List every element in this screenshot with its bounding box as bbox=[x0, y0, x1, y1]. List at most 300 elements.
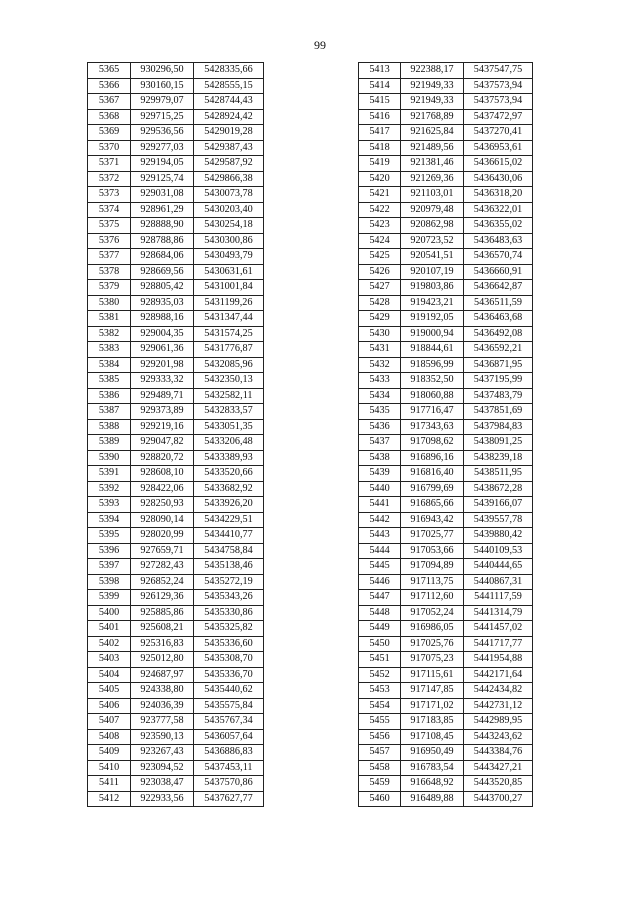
table-row bbox=[88, 295, 264, 311]
x-coordinate-cell: 917108,45 bbox=[401, 729, 464, 745]
x-coordinate-cell: 917183,85 bbox=[401, 714, 464, 730]
x-coordinate-cell: 916943,42 bbox=[401, 512, 464, 528]
point-number-cell: 5418 bbox=[359, 140, 401, 156]
y-coordinate-cell: 5436570,74 bbox=[464, 249, 533, 265]
x-coordinate-cell: 918352,50 bbox=[401, 373, 464, 389]
x-coordinate-cell: 930296,50 bbox=[131, 63, 194, 79]
point-number-cell: 5411 bbox=[88, 776, 131, 792]
x-coordinate-cell: 916816,40 bbox=[401, 466, 464, 482]
point-number-cell: 5365 bbox=[88, 63, 131, 79]
point-number-cell: 5392 bbox=[88, 481, 131, 497]
y-coordinate-cell: 5435330,86 bbox=[194, 605, 264, 621]
y-coordinate-cell: 5428924,42 bbox=[194, 109, 264, 125]
x-coordinate-cell: 917052,24 bbox=[401, 605, 464, 621]
y-coordinate-cell: 5436318,20 bbox=[464, 187, 533, 203]
x-coordinate-cell: 929125,74 bbox=[131, 171, 194, 187]
x-coordinate-cell: 917025,76 bbox=[401, 636, 464, 652]
point-number-cell: 5450 bbox=[359, 636, 401, 652]
point-number-cell: 5378 bbox=[88, 264, 131, 280]
x-coordinate-cell: 924338,80 bbox=[131, 683, 194, 699]
table-row bbox=[359, 528, 533, 544]
point-number-cell: 5367 bbox=[88, 94, 131, 110]
x-coordinate-cell: 917075,23 bbox=[401, 652, 464, 668]
y-coordinate-cell: 5441117,59 bbox=[464, 590, 533, 606]
point-number-cell: 5436 bbox=[359, 419, 401, 435]
table-row bbox=[88, 698, 264, 714]
x-coordinate-cell: 928020,99 bbox=[131, 528, 194, 544]
point-number-cell: 5457 bbox=[359, 745, 401, 761]
table-row bbox=[359, 280, 533, 296]
point-number-cell: 5407 bbox=[88, 714, 131, 730]
x-coordinate-cell: 927659,71 bbox=[131, 543, 194, 559]
point-number-cell: 5414 bbox=[359, 78, 401, 94]
y-coordinate-cell: 5440867,31 bbox=[464, 574, 533, 590]
y-coordinate-cell: 5430254,18 bbox=[194, 218, 264, 234]
x-coordinate-cell: 928250,93 bbox=[131, 497, 194, 513]
point-number-cell: 5373 bbox=[88, 187, 131, 203]
x-coordinate-cell: 929201,98 bbox=[131, 357, 194, 373]
table-row bbox=[88, 94, 264, 110]
table-row bbox=[359, 636, 533, 652]
x-coordinate-cell: 924687,97 bbox=[131, 667, 194, 683]
point-number-cell: 5368 bbox=[88, 109, 131, 125]
y-coordinate-cell: 5431574,25 bbox=[194, 326, 264, 342]
table-row bbox=[359, 435, 533, 451]
y-coordinate-cell: 5439166,07 bbox=[464, 497, 533, 513]
table-row bbox=[88, 683, 264, 699]
table-row bbox=[359, 404, 533, 420]
point-number-cell: 5440 bbox=[359, 481, 401, 497]
point-number-cell: 5376 bbox=[88, 233, 131, 249]
point-number-cell: 5381 bbox=[88, 311, 131, 327]
table-row bbox=[359, 605, 533, 621]
point-number-cell: 5459 bbox=[359, 776, 401, 792]
point-number-cell: 5453 bbox=[359, 683, 401, 699]
x-coordinate-cell: 916648,92 bbox=[401, 776, 464, 792]
x-coordinate-cell: 917112,60 bbox=[401, 590, 464, 606]
table-row bbox=[88, 590, 264, 606]
point-number-cell: 5384 bbox=[88, 357, 131, 373]
table-row bbox=[359, 791, 533, 807]
point-number-cell: 5415 bbox=[359, 94, 401, 110]
point-number-cell: 5409 bbox=[88, 745, 131, 761]
point-number-cell: 5437 bbox=[359, 435, 401, 451]
y-coordinate-cell: 5437627,77 bbox=[194, 791, 264, 807]
y-coordinate-cell: 5432085,96 bbox=[194, 357, 264, 373]
x-coordinate-cell: 930160,15 bbox=[131, 78, 194, 94]
page-number: 99 bbox=[314, 38, 326, 52]
table-row bbox=[359, 156, 533, 172]
table-row bbox=[359, 497, 533, 513]
table-row bbox=[88, 311, 264, 327]
point-number-cell: 5431 bbox=[359, 342, 401, 358]
y-coordinate-cell: 5435336,70 bbox=[194, 667, 264, 683]
point-number-cell: 5372 bbox=[88, 171, 131, 187]
table-row bbox=[88, 373, 264, 389]
table-row bbox=[359, 373, 533, 389]
point-number-cell: 5398 bbox=[88, 574, 131, 590]
table-row bbox=[88, 605, 264, 621]
table-row bbox=[88, 342, 264, 358]
y-coordinate-cell: 5436660,91 bbox=[464, 264, 533, 280]
y-coordinate-cell: 5436355,02 bbox=[464, 218, 533, 234]
point-number-cell: 5458 bbox=[359, 760, 401, 776]
y-coordinate-cell: 5430073,78 bbox=[194, 187, 264, 203]
table-row bbox=[359, 78, 533, 94]
point-number-cell: 5408 bbox=[88, 729, 131, 745]
table-row bbox=[359, 295, 533, 311]
x-coordinate-cell: 921949,33 bbox=[401, 94, 464, 110]
table-row bbox=[88, 326, 264, 342]
point-number-cell: 5369 bbox=[88, 125, 131, 141]
x-coordinate-cell: 928669,56 bbox=[131, 264, 194, 280]
table-row bbox=[359, 590, 533, 606]
x-coordinate-cell: 929333,32 bbox=[131, 373, 194, 389]
table-row bbox=[88, 667, 264, 683]
point-number-cell: 5433 bbox=[359, 373, 401, 389]
y-coordinate-cell: 5437472,97 bbox=[464, 109, 533, 125]
point-number-cell: 5403 bbox=[88, 652, 131, 668]
x-coordinate-cell: 929047,82 bbox=[131, 435, 194, 451]
y-coordinate-cell: 5428744,43 bbox=[194, 94, 264, 110]
y-coordinate-cell: 5436492,08 bbox=[464, 326, 533, 342]
point-number-cell: 5396 bbox=[88, 543, 131, 559]
x-coordinate-cell: 920107,19 bbox=[401, 264, 464, 280]
point-number-cell: 5417 bbox=[359, 125, 401, 141]
table-row bbox=[88, 776, 264, 792]
table-row bbox=[359, 512, 533, 528]
table-row bbox=[88, 543, 264, 559]
table-row bbox=[359, 776, 533, 792]
point-number-cell: 5421 bbox=[359, 187, 401, 203]
x-coordinate-cell: 917716,47 bbox=[401, 404, 464, 420]
table-row bbox=[359, 683, 533, 699]
point-number-cell: 5387 bbox=[88, 404, 131, 420]
point-number-cell: 5382 bbox=[88, 326, 131, 342]
point-number-cell: 5420 bbox=[359, 171, 401, 187]
y-coordinate-cell: 5428555,15 bbox=[194, 78, 264, 94]
y-coordinate-cell: 5431199,26 bbox=[194, 295, 264, 311]
point-number-cell: 5447 bbox=[359, 590, 401, 606]
y-coordinate-cell: 5439557,78 bbox=[464, 512, 533, 528]
y-coordinate-cell: 5436057,64 bbox=[194, 729, 264, 745]
point-number-cell: 5385 bbox=[88, 373, 131, 389]
point-number-cell: 5432 bbox=[359, 357, 401, 373]
x-coordinate-cell: 919192,05 bbox=[401, 311, 464, 327]
y-coordinate-cell: 5435325,82 bbox=[194, 621, 264, 637]
y-coordinate-cell: 5437453,11 bbox=[194, 760, 264, 776]
table-row bbox=[88, 559, 264, 575]
point-number-cell: 5413 bbox=[359, 63, 401, 79]
y-coordinate-cell: 5442434,82 bbox=[464, 683, 533, 699]
table-row bbox=[88, 435, 264, 451]
x-coordinate-cell: 920541,51 bbox=[401, 249, 464, 265]
point-number-cell: 5427 bbox=[359, 280, 401, 296]
point-number-cell: 5424 bbox=[359, 233, 401, 249]
table-row bbox=[359, 559, 533, 575]
y-coordinate-cell: 5433520,66 bbox=[194, 466, 264, 482]
point-number-cell: 5394 bbox=[88, 512, 131, 528]
table-row bbox=[88, 497, 264, 513]
point-number-cell: 5370 bbox=[88, 140, 131, 156]
table-row bbox=[88, 249, 264, 265]
point-number-cell: 5404 bbox=[88, 667, 131, 683]
x-coordinate-cell: 923590,13 bbox=[131, 729, 194, 745]
table-row bbox=[88, 140, 264, 156]
x-coordinate-cell: 916865,66 bbox=[401, 497, 464, 513]
y-coordinate-cell: 5442731,12 bbox=[464, 698, 533, 714]
point-number-cell: 5375 bbox=[88, 218, 131, 234]
table-row bbox=[88, 109, 264, 125]
point-number-cell: 5383 bbox=[88, 342, 131, 358]
table-row bbox=[88, 233, 264, 249]
table-row bbox=[359, 326, 533, 342]
x-coordinate-cell: 928788,86 bbox=[131, 233, 194, 249]
x-coordinate-cell: 916986,05 bbox=[401, 621, 464, 637]
x-coordinate-cell: 920723,52 bbox=[401, 233, 464, 249]
point-number-cell: 5439 bbox=[359, 466, 401, 482]
table-row bbox=[88, 450, 264, 466]
y-coordinate-cell: 5435272,19 bbox=[194, 574, 264, 590]
x-coordinate-cell: 929031,08 bbox=[131, 187, 194, 203]
x-coordinate-cell: 926129,36 bbox=[131, 590, 194, 606]
y-coordinate-cell: 5431347,44 bbox=[194, 311, 264, 327]
table-row bbox=[359, 419, 533, 435]
y-coordinate-cell: 5436430,06 bbox=[464, 171, 533, 187]
y-coordinate-cell: 5434229,51 bbox=[194, 512, 264, 528]
point-number-cell: 5377 bbox=[88, 249, 131, 265]
table-row bbox=[359, 652, 533, 668]
table-row bbox=[88, 481, 264, 497]
x-coordinate-cell: 919000,94 bbox=[401, 326, 464, 342]
point-number-cell: 5442 bbox=[359, 512, 401, 528]
y-coordinate-cell: 5440109,53 bbox=[464, 543, 533, 559]
x-coordinate-cell: 921949,33 bbox=[401, 78, 464, 94]
table-row bbox=[88, 171, 264, 187]
x-coordinate-cell: 923038,47 bbox=[131, 776, 194, 792]
table-row bbox=[359, 202, 533, 218]
y-coordinate-cell: 5440444,65 bbox=[464, 559, 533, 575]
table-row bbox=[88, 621, 264, 637]
y-coordinate-cell: 5438511,95 bbox=[464, 466, 533, 482]
table-row bbox=[359, 125, 533, 141]
point-number-cell: 5405 bbox=[88, 683, 131, 699]
point-number-cell: 5438 bbox=[359, 450, 401, 466]
y-coordinate-cell: 5441717,77 bbox=[464, 636, 533, 652]
point-number-cell: 5452 bbox=[359, 667, 401, 683]
point-number-cell: 5393 bbox=[88, 497, 131, 513]
y-coordinate-cell: 5435575,84 bbox=[194, 698, 264, 714]
y-coordinate-cell: 5438672,28 bbox=[464, 481, 533, 497]
y-coordinate-cell: 5430631,61 bbox=[194, 264, 264, 280]
point-number-cell: 5412 bbox=[88, 791, 131, 807]
x-coordinate-cell: 918060,88 bbox=[401, 388, 464, 404]
y-coordinate-cell: 5433051,35 bbox=[194, 419, 264, 435]
y-coordinate-cell: 5436511,59 bbox=[464, 295, 533, 311]
point-number-cell: 5435 bbox=[359, 404, 401, 420]
table-row bbox=[88, 745, 264, 761]
point-number-cell: 5402 bbox=[88, 636, 131, 652]
table-row bbox=[359, 450, 533, 466]
y-coordinate-cell: 5436483,63 bbox=[464, 233, 533, 249]
coordinates-table-right bbox=[358, 62, 533, 807]
point-number-cell: 5451 bbox=[359, 652, 401, 668]
x-coordinate-cell: 921381,46 bbox=[401, 156, 464, 172]
table-row bbox=[359, 249, 533, 265]
point-number-cell: 5446 bbox=[359, 574, 401, 590]
y-coordinate-cell: 5436615,02 bbox=[464, 156, 533, 172]
x-coordinate-cell: 923267,43 bbox=[131, 745, 194, 761]
point-number-cell: 5460 bbox=[359, 791, 401, 807]
point-number-cell: 5388 bbox=[88, 419, 131, 435]
y-coordinate-cell: 5432350,13 bbox=[194, 373, 264, 389]
y-coordinate-cell: 5442171,64 bbox=[464, 667, 533, 683]
x-coordinate-cell: 918844,61 bbox=[401, 342, 464, 358]
table-row bbox=[88, 729, 264, 745]
x-coordinate-cell: 917113,75 bbox=[401, 574, 464, 590]
point-number-cell: 5390 bbox=[88, 450, 131, 466]
table-row bbox=[88, 264, 264, 280]
x-coordinate-cell: 920979,48 bbox=[401, 202, 464, 218]
point-number-cell: 5430 bbox=[359, 326, 401, 342]
y-coordinate-cell: 5437547,75 bbox=[464, 63, 533, 79]
y-coordinate-cell: 5439880,42 bbox=[464, 528, 533, 544]
x-coordinate-cell: 917053,66 bbox=[401, 543, 464, 559]
y-coordinate-cell: 5443243,62 bbox=[464, 729, 533, 745]
table-row bbox=[88, 388, 264, 404]
point-number-cell: 5374 bbox=[88, 202, 131, 218]
table-row bbox=[88, 512, 264, 528]
y-coordinate-cell: 5437483,79 bbox=[464, 388, 533, 404]
y-coordinate-cell: 5443427,21 bbox=[464, 760, 533, 776]
point-number-cell: 5449 bbox=[359, 621, 401, 637]
x-coordinate-cell: 928090,14 bbox=[131, 512, 194, 528]
point-number-cell: 5425 bbox=[359, 249, 401, 265]
point-number-cell: 5429 bbox=[359, 311, 401, 327]
point-number-cell: 5443 bbox=[359, 528, 401, 544]
table-row bbox=[88, 125, 264, 141]
y-coordinate-cell: 5432582,11 bbox=[194, 388, 264, 404]
y-coordinate-cell: 5434758,84 bbox=[194, 543, 264, 559]
x-coordinate-cell: 929536,56 bbox=[131, 125, 194, 141]
table-row bbox=[359, 745, 533, 761]
x-coordinate-cell: 921489,56 bbox=[401, 140, 464, 156]
y-coordinate-cell: 5429387,43 bbox=[194, 140, 264, 156]
table-row bbox=[359, 311, 533, 327]
table-row bbox=[359, 543, 533, 559]
x-coordinate-cell: 916799,69 bbox=[401, 481, 464, 497]
x-coordinate-cell: 920862,98 bbox=[401, 218, 464, 234]
table-row bbox=[88, 218, 264, 234]
x-coordinate-cell: 929004,35 bbox=[131, 326, 194, 342]
point-number-cell: 5389 bbox=[88, 435, 131, 451]
x-coordinate-cell: 917147,85 bbox=[401, 683, 464, 699]
point-number-cell: 5391 bbox=[88, 466, 131, 482]
table-row bbox=[88, 357, 264, 373]
y-coordinate-cell: 5433926,20 bbox=[194, 497, 264, 513]
x-coordinate-cell: 929489,71 bbox=[131, 388, 194, 404]
table-row bbox=[359, 714, 533, 730]
x-coordinate-cell: 925885,86 bbox=[131, 605, 194, 621]
table-row bbox=[88, 404, 264, 420]
y-coordinate-cell: 5429587,92 bbox=[194, 156, 264, 172]
x-coordinate-cell: 921103,01 bbox=[401, 187, 464, 203]
table-row bbox=[359, 264, 533, 280]
point-number-cell: 5434 bbox=[359, 388, 401, 404]
table-row bbox=[88, 280, 264, 296]
y-coordinate-cell: 5435308,70 bbox=[194, 652, 264, 668]
point-number-cell: 5422 bbox=[359, 202, 401, 218]
y-coordinate-cell: 5441954,88 bbox=[464, 652, 533, 668]
x-coordinate-cell: 929061,36 bbox=[131, 342, 194, 358]
y-coordinate-cell: 5438091,25 bbox=[464, 435, 533, 451]
y-coordinate-cell: 5429866,38 bbox=[194, 171, 264, 187]
x-coordinate-cell: 929715,25 bbox=[131, 109, 194, 125]
x-coordinate-cell: 917098,62 bbox=[401, 435, 464, 451]
table-row bbox=[88, 156, 264, 172]
y-coordinate-cell: 5435138,46 bbox=[194, 559, 264, 575]
x-coordinate-cell: 921768,89 bbox=[401, 109, 464, 125]
y-coordinate-cell: 5443520,85 bbox=[464, 776, 533, 792]
x-coordinate-cell: 928961,29 bbox=[131, 202, 194, 218]
x-coordinate-cell: 929979,07 bbox=[131, 94, 194, 110]
x-coordinate-cell: 921269,36 bbox=[401, 171, 464, 187]
y-coordinate-cell: 5430300,86 bbox=[194, 233, 264, 249]
table-row bbox=[88, 574, 264, 590]
x-coordinate-cell: 928684,06 bbox=[131, 249, 194, 265]
y-coordinate-cell: 5436463,68 bbox=[464, 311, 533, 327]
x-coordinate-cell: 928820,72 bbox=[131, 450, 194, 466]
y-coordinate-cell: 5436642,87 bbox=[464, 280, 533, 296]
table-row bbox=[88, 78, 264, 94]
x-coordinate-cell: 919803,86 bbox=[401, 280, 464, 296]
y-coordinate-cell: 5435336,60 bbox=[194, 636, 264, 652]
y-coordinate-cell: 5433389,93 bbox=[194, 450, 264, 466]
table-row bbox=[359, 667, 533, 683]
y-coordinate-cell: 5430493,79 bbox=[194, 249, 264, 265]
y-coordinate-cell: 5441457,02 bbox=[464, 621, 533, 637]
x-coordinate-cell: 919423,21 bbox=[401, 295, 464, 311]
y-coordinate-cell: 5437573,94 bbox=[464, 78, 533, 94]
x-coordinate-cell: 926852,24 bbox=[131, 574, 194, 590]
point-number-cell: 5401 bbox=[88, 621, 131, 637]
point-number-cell: 5380 bbox=[88, 295, 131, 311]
table-row bbox=[359, 233, 533, 249]
table-row bbox=[88, 636, 264, 652]
y-coordinate-cell: 5433206,48 bbox=[194, 435, 264, 451]
y-coordinate-cell: 5437984,83 bbox=[464, 419, 533, 435]
table-row bbox=[88, 528, 264, 544]
x-coordinate-cell: 917343,63 bbox=[401, 419, 464, 435]
y-coordinate-cell: 5435343,26 bbox=[194, 590, 264, 606]
x-coordinate-cell: 917025,77 bbox=[401, 528, 464, 544]
y-coordinate-cell: 5435440,62 bbox=[194, 683, 264, 699]
point-number-cell: 5445 bbox=[359, 559, 401, 575]
table-row bbox=[359, 357, 533, 373]
table-row bbox=[88, 760, 264, 776]
y-coordinate-cell: 5434410,77 bbox=[194, 528, 264, 544]
table-row bbox=[88, 714, 264, 730]
point-number-cell: 5454 bbox=[359, 698, 401, 714]
x-coordinate-cell: 923777,58 bbox=[131, 714, 194, 730]
x-coordinate-cell: 922933,56 bbox=[131, 791, 194, 807]
table-row bbox=[359, 140, 533, 156]
table-row bbox=[359, 109, 533, 125]
y-coordinate-cell: 5432833,57 bbox=[194, 404, 264, 420]
x-coordinate-cell: 917171,02 bbox=[401, 698, 464, 714]
point-number-cell: 5456 bbox=[359, 729, 401, 745]
table-row bbox=[359, 94, 533, 110]
